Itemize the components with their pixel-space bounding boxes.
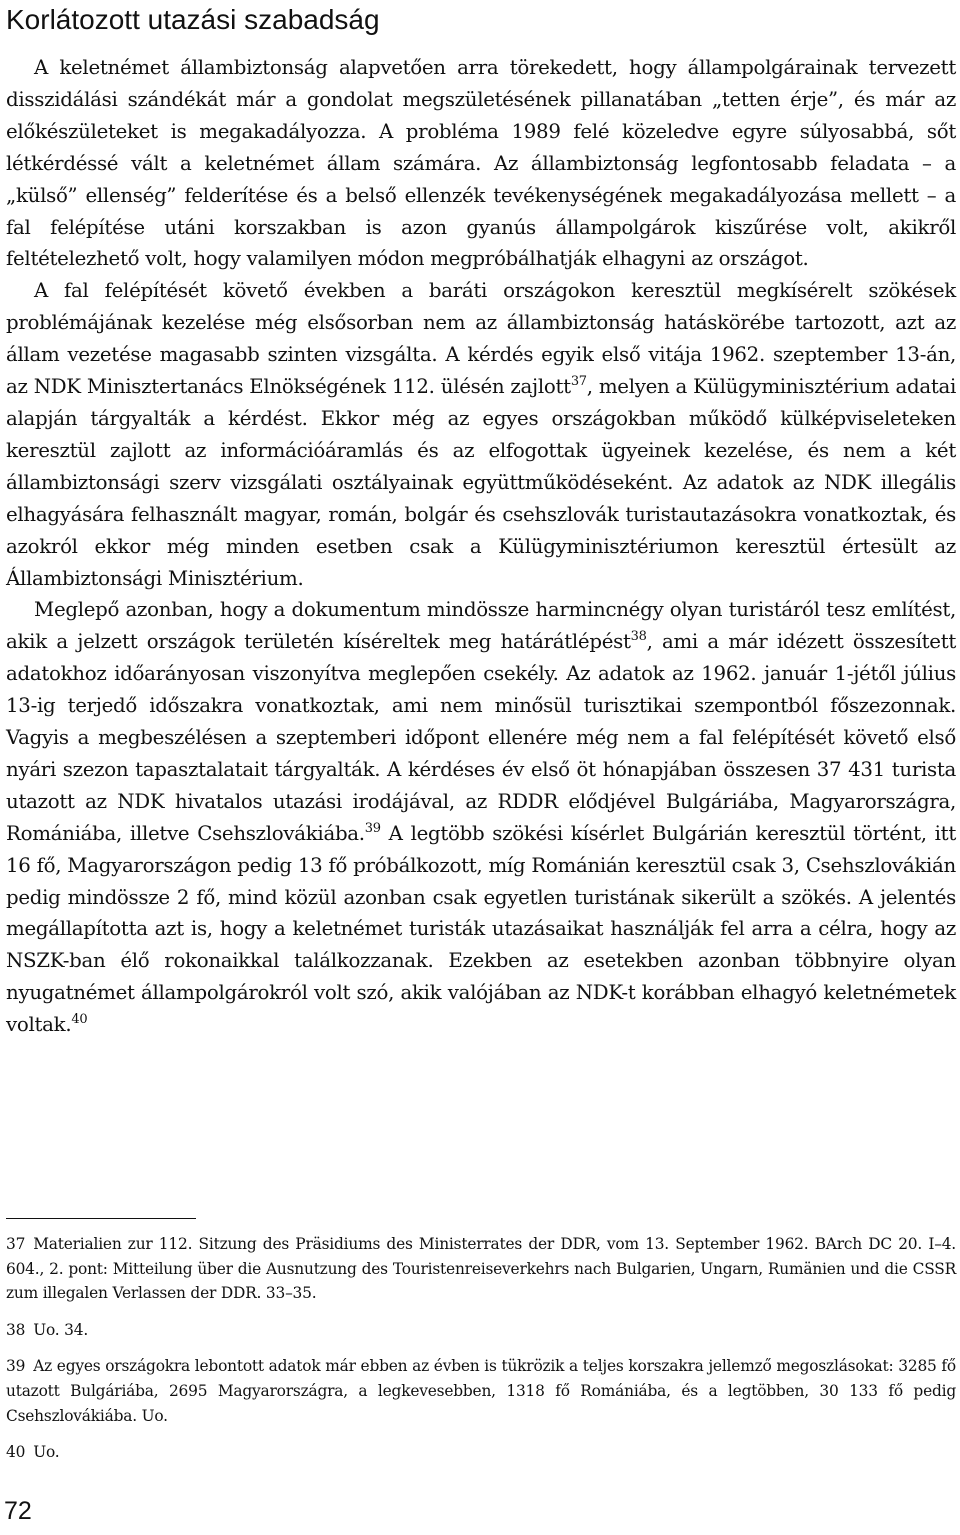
footnote-text: Uo. 34. bbox=[33, 1320, 89, 1339]
footnote-ref[interactable]: 40 bbox=[71, 1012, 88, 1028]
paragraph bbox=[6, 594, 956, 1041]
footnote bbox=[6, 1440, 956, 1465]
paragraph-text: A legtöbb szökési kísérlet Bulgárián keresztül történt, itt 16 fő, Magyarországon pedig 13 fő próbálkozott, míg Románián keresztül csak 3, Csehszlovákián pedig mindössze 2 fő, mind közül azonban csak egyetlen turistának sikerült a szökés. A jelentés megállapította azt is, hogy a keletnémet turisták utazásaikat használják fel arra a célra, hogy az NSZK-ban élő rokonaikkal találkozzanak. Ezekben az esetekben azonban többnyire olyan nyugatnémet állampolgárokról volt szó, akik valójában az NDK-t korábban elhagyó keletnémetek voltak. bbox=[6, 821, 956, 1037]
footnote-ref[interactable]: 39 bbox=[364, 820, 381, 836]
paragraph-text: Meglepő azonban, hogy a dokumentum mindössze harmincnégy olyan turistáról tesz említést, akik a jelzett országok területén kíséreltek meg határátlépést bbox=[6, 598, 956, 654]
footnote-ref[interactable]: 37 bbox=[570, 374, 587, 390]
footnote-number: 38 bbox=[6, 1320, 26, 1339]
paragraph-text: , ami a már idézett összesített adatokhoz időarányosan viszonyítva meglepően csekély. Az adatok az 1962. január 1-jétől július 13-ig terjedő időszakra vonatkoztak, ami nem minősül turisztikai szempontból főszezonnak. Vagyis a megbeszélésen a szeptemberi időpont ellenére még nem a fal felépítését követő első nyári szezon tapasztalatait tárgyalták. A kérdéses év első öt hónapjában összesen 37 431 turista utazott az NDK hivatalos utazási irodájával, az RDDR elődjével Bulgáriába, Magyarországra, Romániába, illetve Csehszlovákiába. bbox=[6, 630, 956, 845]
footnote-divider bbox=[6, 1218, 196, 1219]
paragraph-text: , melyen a Külügyminisztérium adatai alapján tárgyalták a kérdést. Ekkor még az egyes országokban működő külképviseleteken keresztül zajlott az információáramlás és az elfogottak ügyeinek kezelése, és nem a két állambiztonsági szerv vizsgálati osztályainak együttműködéseként. Az adatok az NDK illegális elhagyására felhasznált magyar, román, bolgár és csehszlovák turistautazásokra vonatkoztak, és azokról ekkor még minden esetben csak a Külügyminisztériumon keresztül értesült az Állambiztonsági Minisztérium. bbox=[6, 375, 956, 590]
footnote bbox=[6, 1318, 956, 1343]
footnote bbox=[6, 1354, 956, 1428]
paragraph-text: A fal felépítését követő években a baráti országokon keresztül megkísérelt szökések problémájának kezelése még elsősorban nem az állambiztonság hatáskörébe tartozott, azt az állam vezetése magasabb szinten vizsgálta. A kérdés egyik első vitája 1962. szeptember 13-án, az NDK Minisztertanács Elnökségének 112. ülésén zajlott bbox=[6, 279, 956, 399]
section-title: Korlátozott utazási szabadság bbox=[6, 4, 380, 35]
footnote-number: 39 bbox=[6, 1357, 26, 1376]
footnote-number: 40 bbox=[6, 1443, 26, 1462]
paragraph bbox=[6, 275, 956, 594]
footnote-text: Uo. bbox=[33, 1443, 60, 1462]
footnotes bbox=[6, 1232, 956, 1477]
body-text bbox=[6, 52, 956, 1041]
page-number: 72 bbox=[4, 1497, 32, 1525]
paragraph-text: A keletnémet állambiztonság alapvetően arra törekedett, hogy állampolgárainak tervezett disszidálási szándékát már a gondolat megszületésének pillanatában „tetten érje”, és már az előkészületeket is megakadályozza. A probléma 1989 felé közeledve egyre súlyosabbá, sőt létkérdéssé vált a keletnémet állam számára. Az állambiztonság legfontosabb feladata – a „külső” ellenség” felderítése és a belső ellenzék tevékenységének megakadályozása mellett – a fal felépítése utáni korszakban is azon gyanús állampolgárok kiszűrése volt, akikről feltételezhető volt, hogy valamilyen módon megpróbálhatják elhagyni az országot. bbox=[6, 56, 956, 271]
paragraph bbox=[6, 52, 956, 275]
footnote-text: Az egyes országokra lebontott adatok már ebben az évben is tükrözik a teljes korszakra jellemző megoszlásokat: 3285 fő utazott Bulgáriába, 2695 Magyarországra, a legkevesebben, 1318 fő Romániába, és a legtöbben, 30 133 fő pedig Csehszlovákiába. Uo. bbox=[6, 1357, 956, 1425]
footnote-text: Materialien zur 112. Sitzung des Präsidiums des Ministerrates der DDR, vom 13. September 1962. BArch DC 20. I–4. 604., 2. pont: Mitteilung über die Ausnutzung des Touristenreiseverkehrs nach Bulgarien, Ungarn, Rumänien und die CSSR zum illegalen Verlassen der DDR. 33–35. bbox=[6, 1235, 956, 1303]
footnote-ref[interactable]: 38 bbox=[630, 629, 647, 645]
footnote bbox=[6, 1232, 956, 1306]
footnote-number: 37 bbox=[6, 1235, 26, 1253]
